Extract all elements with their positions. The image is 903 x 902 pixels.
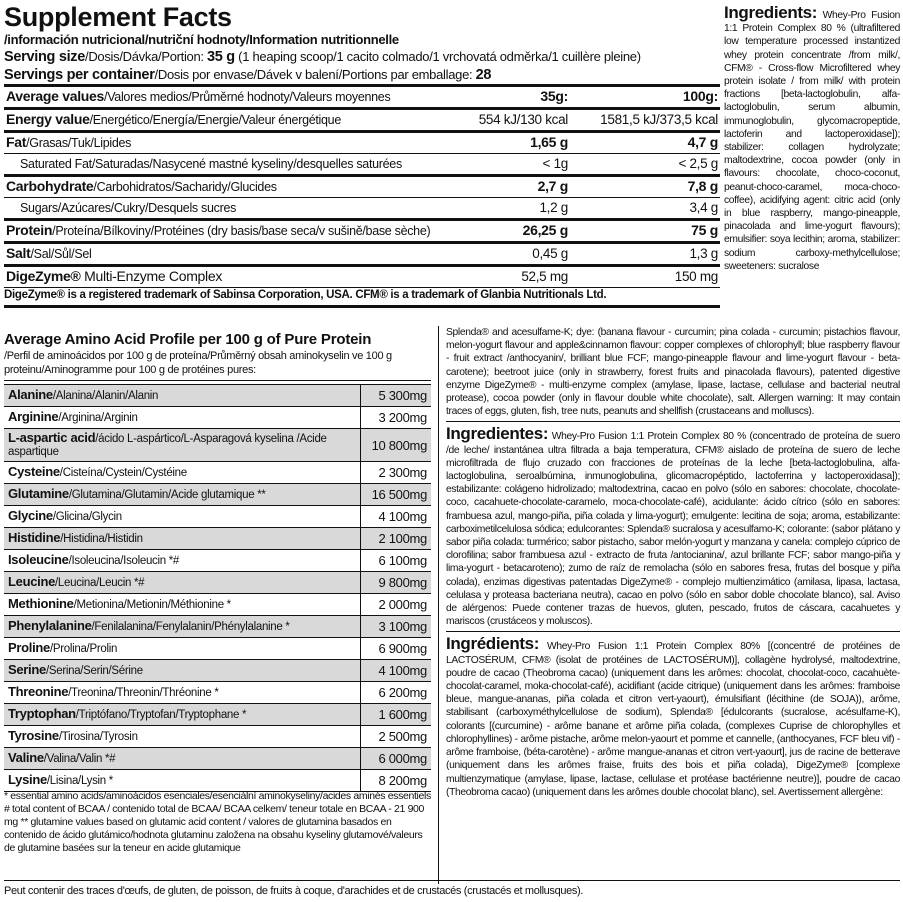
- nutrition-row: Energy value/Energético/Energía/Energie/Valeur énergétique 554 kJ/130 kcal 1581,5 kJ/373,5 kcal: [4, 109, 720, 132]
- amino-row: Tyrosine/Tirosina/Tyrosin 2 500mg: [4, 726, 431, 748]
- ingredients-en-top: [724, 4, 900, 273]
- amino-value: 3 100mg: [361, 616, 432, 638]
- amino-value: 9 800mg: [361, 572, 432, 594]
- supplement-facts-panel: [4, 2, 720, 308]
- amino-value: 3 200mg: [361, 407, 432, 429]
- amino-row: Phenylalanine/Fenilalanina/Fenylalanin/Phénylalanine * 3 100mg: [4, 616, 431, 638]
- ingredients-heading: Ingredients:: [724, 3, 818, 22]
- amino-row: Proline/Prolina/Prolin 6 900mg: [4, 638, 431, 660]
- amino-row: Lysine/Lisina/Lysin * 8 200mg: [4, 770, 431, 792]
- trademark-note: DigeZyme® is a registered trademark of Sabinsa Corporation, USA. CFM® is a trademark of Glanbia Nutritionals Ltd.: [4, 288, 720, 308]
- nutrition-row: DigeZyme® Multi-Enzyme Complex 52,5 mg 150 mg: [4, 266, 720, 288]
- amino-row: Threonine/Treonina/Threonin/Thréonine * 6 200mg: [4, 682, 431, 704]
- amino-subtitle: /Perfil de aminoácidos por 100 g de proteína/Průměrný obsah aminokyselin ve 100 g proteinu/Aminogramme pour 100 g de protéines pures:: [4, 349, 431, 381]
- amino-row: Isoleucine/Isoleucina/Isoleucin *# 6 100mg: [4, 550, 431, 572]
- subtitle: /información nutricional/nutriční hodnoty/Information nutritionnelle: [4, 32, 399, 47]
- amino-value: 10 800mg: [361, 429, 432, 462]
- amino-value: 6 900mg: [361, 638, 432, 660]
- amino-row: L-aspartic acid/ácido L-aspártico/L-Asparagová kyselina /Acide aspartique 10 800mg: [4, 429, 431, 462]
- amino-acid-panel: [4, 331, 431, 792]
- column-divider: [438, 326, 439, 884]
- servings-per-container: Servings per container/Dosis por envase/Dávek v balení/Portions par emballage: 28: [4, 66, 720, 87]
- nutrition-row: Fat/Grasas/Tuk/Lipides 1,65 g 4,7 g: [4, 132, 720, 154]
- page-title: Supplement Facts: [4, 2, 232, 32]
- amino-title: Average Amino Acid Profile per 100 g of Pure Protein: [4, 331, 372, 348]
- serving-size: Serving size/Dosis/Dávka/Portion: 35 g (1 heaping scoop/1 cacito colmado/1 vrchovatá odměrka/1 cuillère pleine): [4, 49, 641, 65]
- amino-row: Glutamine/Glutamina/Glutamin/Acide glutamique ** 16 500mg: [4, 484, 431, 506]
- amino-value: 2 300mg: [361, 462, 432, 484]
- amino-row: Leucine/Leucina/Leucin *# 9 800mg: [4, 572, 431, 594]
- amino-value: 6 100mg: [361, 550, 432, 572]
- amino-table: [4, 384, 431, 792]
- amino-value: 4 100mg: [361, 660, 432, 682]
- nutrition-row: Carbohydrate/Carbohidratos/Sacharidy/Glucides 2,7 g 7,8 g: [4, 176, 720, 198]
- amino-row: Glycine/Glicina/Glycin 4 100mg: [4, 506, 431, 528]
- nutrition-row: Saturated Fat/Saturadas/Nasycené mastné kyseliny/desquelles saturées < 1g < 2,5 g: [4, 154, 720, 176]
- nutrition-row: Average values/Valores medios/Průměrné hodnoty/Valeurs moyennes 35g: 100g:: [4, 87, 720, 109]
- bottom-allergen-line: Peut contenir des traces d'œufs, de gluten, de poisson, de fruits à coque, d'arachides et de crustacés (crustacés et mollusques).: [4, 885, 584, 897]
- amino-footnote: * essential amino acids/aminoácidos esenciales/esenciální aminokyseliny/acides aminés essentiels # total content of BCAA / contenido total de BCAA/ BCAA celkem/ teneur totale en BCAA - 21 900 mg ** glutamine values based on glutamic acid content / valores de glutamina basados en contenido de ácido glutámico/hodnota glutaminu založena na obsahu kyseliny glutamové/valeurs de glutamine basées sur la teneur en acide glutamique: [4, 790, 431, 854]
- amino-value: 8 200mg: [361, 770, 432, 792]
- amino-value: 16 500mg: [361, 484, 432, 506]
- amino-value: 2 100mg: [361, 528, 432, 550]
- ingredients-fr: Ingrédients: Whey-Pro Fusion 1:1 Protein Complex 80% [(concentré de protéines de LACTOSÉRUM, CFM® (isolat de protéines de LACTOSÉRUM)], collagène hydrolysé, maltodextrine, poudre de cacao (Theobroma cacao) (uniquement dans les arômes: chocolat, chocolat-coco, cacahuète-chocolat-caramel, moka-chocolat-café), acidifiant (acide citrique) (uniquement dans les arômes: framboise bleue, mangue-ananas, piña colada et citron vert-yaourt), émulsifiant (lécithine (de SOJA)), arôme, stabilisant (carboxyméthylcellulose de sodium), Splenda® [édulcorants (sucralose, acésulfame-K), colorants [(curcumine) - arôme banane et arôme piña colada, (complexes Cuprise de chlorophylles et chlorophyllines) - arôme pistache, arôme melon-yaourt et pomme et cannelle, (anthocyanes, FCF bleu vif) - arôme framboise, (béta-carotène) - arôme mangue-ananas et citron vert-yaourt], jus de racine de betterave (uniquement dans les arômes fraise, fruits des bois et piña colada), DigeZyme® [complexe multienzymatique (amylase, lipase, lactase, cellulase et protéase bactérienne neutre)], poudre de cacao (Theobroma cacao) (uniquement dans les arômes double chocolat blanc), sel. Avertissement allergène:: [446, 634, 900, 798]
- nutrition-row: Sugars/Azúcares/Cukry/Desquels sucres 1,2 g 3,4 g: [4, 198, 720, 220]
- ingredients-en-text: Whey-Pro Fusion 1:1 Protein Complex 80 % (ultrafiltered low temperature processed instantized whey protein concentrate /from milk/, CFM® - Cross-flow Microfiltered whey protein isolate / from milk/ with protein fractions [beta-lactoglobulin, alfa-lactoglobulin, serum albumin, immunoglobulin, glycomacropeptide, lactoferin and lactoperoxidase]); stabilizer: collagen hydrolyzate; maltodextrine, cocoa powder (only in flavours: chocolate, choco-coconut, peanut-choco-caramel, moca-choco-coffee), acidifying agent: citric acid (only in blue raspberry, mango-pineapple, pinacolada and lime-yogurt flavours); emulsifier: soya lecithin; aroma, stabilizer: sodium carboxy-methylcellulose; sweeteners: sucralose: [724, 10, 900, 272]
- amino-value: 6 000mg: [361, 748, 432, 770]
- amino-value: 1 600mg: [361, 704, 432, 726]
- amino-row: Cysteine/Cisteína/Cystein/Cystéine 2 300mg: [4, 462, 431, 484]
- amino-row: Histidine/Histidina/Histidin 2 100mg: [4, 528, 431, 550]
- nutrition-row: Protein/Proteína/Bílkoviny/Protéines (dry basis/base seca/v sušině/base sèche) 26,25 g 75 g: [4, 220, 720, 243]
- ingredients-column: [446, 326, 900, 799]
- bottom-divider: [4, 880, 900, 881]
- ingredients-es: Ingredientes: Whey-Pro Fusion 1:1 Protein Complex 80 % (concentrado de proteína de suero /de leche/ instantánea ultra filtrada a baja temperatura, CFM® aislado de proteína de suero de leche microfiltrada de flujo cruzado con fracciones de proteínas de la leche [beta-lactoglobulina, alfa-lactoglobulina, seroalbúmina, inmunoglobulina, glicomacropéptido, lactoferrina y lactoperoxidasa]); estabilizante: colágeno hidrolizado; maltodextrina, cacao en polvo (sólo en sabores: chocolate, chocolate-coco, cacahuete-chocolate-caramelo, moca-chocolate-café), acidulante: ácido cítrico (sólo en sabores: frambuesa azul, mango-piña, piña colada y lima-yogurt); emulgente: lecitina de soja; aroma, estabilizante: carboximetilcelulosa sódica; edulcorantes: Splenda® sucralosa y acesulfamo-K; colorante: (sabor plátano y sabor piña colada: turmérico; sabor pistacho, sabor melón-yogurt y manzana y canela: complejo cúprico de clorofilina; sabor frambuesa azul - extracto de fruta /antocianina/, azul brillante FCF; sabor mango-piña y lima-yogurt - betacaroteno); zumo de raíz de remolacha (sólo en sabores fresa, frutas del bosque y piña colada), enzimas digestivas patentadas DigeZyme® - complejo multienzimático (amilasa, lipasa, lactasa, celulasa y proteasa bacteriana neutra), cacao en polvo (sólo en sabor doble chocolate blanco), sal. Aviso de alérgenos: Puede contener trazas de huevos, gluten, pescado, frutos de cáscara, cacahuetes y mariscos (crustáceos y moluscos).: [446, 422, 900, 632]
- nutrition-table: [4, 87, 720, 288]
- amino-row: Valine/Valina/Valin *# 6 000mg: [4, 748, 431, 770]
- amino-row: Methionine/Metionina/Metionin/Méthionine * 2 000mg: [4, 594, 431, 616]
- amino-row: Alanine/Alanina/Alanin/Alanin 5 300mg: [4, 385, 431, 407]
- amino-row: Tryptophan/Triptófano/Tryptofan/Tryptophane * 1 600mg: [4, 704, 431, 726]
- amino-value: 2 500mg: [361, 726, 432, 748]
- amino-value: 6 200mg: [361, 682, 432, 704]
- amino-row: Arginine/Arginina/Arginin 3 200mg: [4, 407, 431, 429]
- amino-row: Serine/Serina/Serin/Sérine 4 100mg: [4, 660, 431, 682]
- amino-value: 4 100mg: [361, 506, 432, 528]
- nutrition-row: Salt/Sal/Sůl/Sel 0,45 g 1,3 g: [4, 243, 720, 266]
- ingredients-en-cont: Splenda® and acesulfame-K; dye: (banana flavour - curcumin; pina colada - curcumin; pistachios flavour, melon-yogurt flavour and apple&cinnamon flavour: copper complexes of chlorophyll; blue raspberry flavour - fruit extract /anthocyanin/, brilliant blue FCF; mango-pineapple flavour and lime-yogurt flavour - beta-carotene); beetroot juice (only in strawberry, forest fruits and pinacolada flavours), patented digestive enzyme DigeZyme® - multi-enzyme complex (amylase, lipase, lactase, cellulase and bacterial neutral protease), cocoa powder (only in flavour double white chocolate), salt. Allergen warning: It may contain traces of eggs, gluten, fish, tree nuts, peanuts and shellfish (crustaceans and molluscs).: [446, 326, 900, 422]
- amino-value: 2 000mg: [361, 594, 432, 616]
- amino-value: 5 300mg: [361, 385, 432, 407]
